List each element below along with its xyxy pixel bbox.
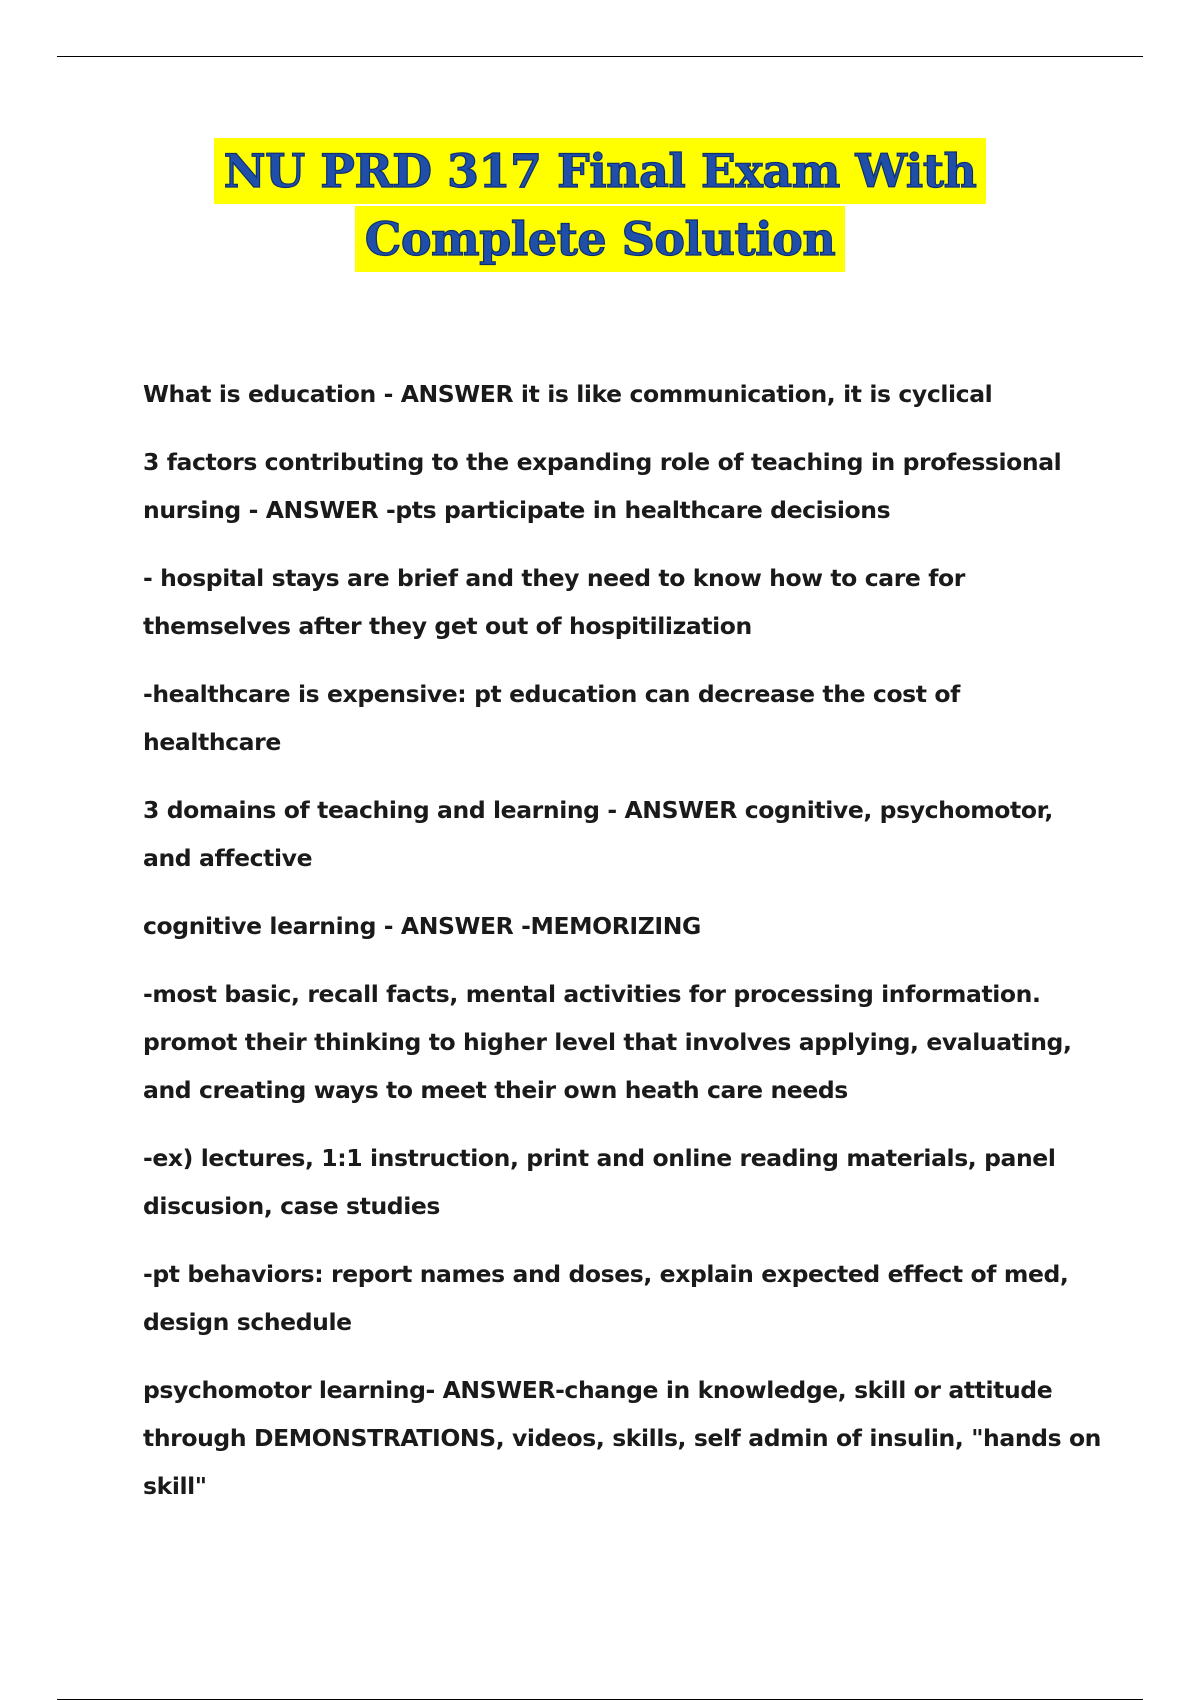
- document-title: [0, 138, 1200, 272]
- paragraph: - hospital stays are brief and they need to know how to care for themselves after they get out of hospitilization: [143, 564, 965, 640]
- document-body: [143, 370, 1103, 1530]
- paragraph: -pt behaviors: report names and doses, explain expected effect of med, design schedule: [143, 1260, 1069, 1336]
- paragraph: -ex) lectures, 1:1 instruction, print and online reading materials, panel discusion, case studies: [143, 1144, 1056, 1220]
- paragraph: -most basic, recall facts, mental activities for processing information. promot their thinking to higher level that involves applying, evaluating, and creating ways to meet their own heath care needs: [143, 980, 1072, 1104]
- paragraph: What is education - ANSWER it is like communication, it is cyclical: [143, 380, 993, 408]
- header-rule: [57, 56, 1143, 57]
- title-line-1: NU PRD 317 Final Exam With: [214, 138, 987, 204]
- paragraph: 3 factors contributing to the expanding role of teaching in professional nursing - ANSWER -pts participate in healthcare decisions: [143, 448, 1062, 524]
- paragraph: -healthcare is expensive: pt education can decrease the cost of healthcare: [143, 680, 960, 756]
- title-line-2: Complete Solution: [355, 206, 846, 272]
- paragraph: psychomotor learning- ANSWER-change in knowledge, skill or attitude through DEMONSTRATIONS, videos, skills, self admin of insulin, "hands on skill": [143, 1376, 1102, 1500]
- paragraph: 3 domains of teaching and learning - ANSWER cognitive, psychomotor, and affective: [143, 796, 1053, 872]
- paragraph: cognitive learning - ANSWER -MEMORIZING: [143, 912, 701, 940]
